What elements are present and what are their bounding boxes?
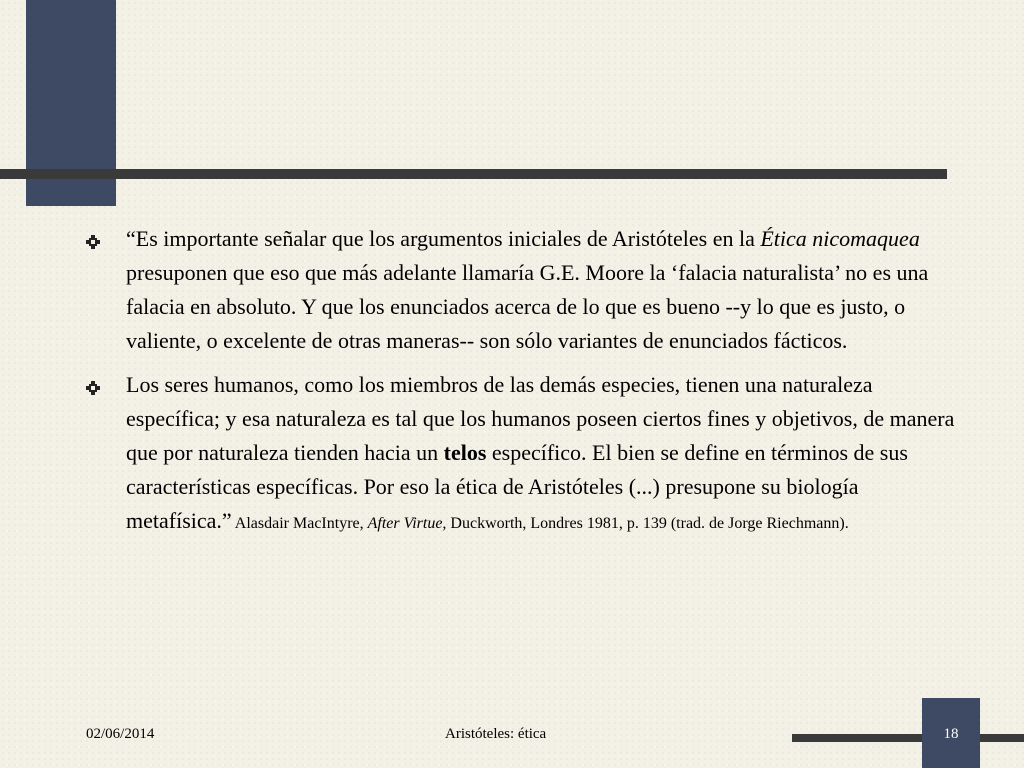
square-bullet-icon — [86, 381, 100, 395]
term-telos: telos — [443, 440, 487, 465]
bullet-2-part-1: Los seres humanos, como los miembros de las demás especies, tienen una naturaleza específica; y esa naturaleza es tal que los humanos poseen ciertos fines y objetivos, de manera que por naturaleza tienden hacia un — [126, 372, 955, 465]
page-number: 18 — [943, 726, 959, 742]
bullet-1-part-1: “Es importante señalar que los argumentos iniciales de Aristóteles en la — [126, 226, 761, 251]
page-number-block — [922, 698, 980, 768]
citation-publisher: Duckworth, Londres 1981, p. 139 (trad. de Jorge Riechmann). — [446, 515, 849, 532]
bullet-2-part-3: específico. El bien se define en términos de sus características específicas. Por eso la ética de Aristóteles (...) presupone su biología metafísica.” — [126, 440, 908, 533]
square-bullet-icon — [86, 235, 100, 249]
footer-title: Aristóteles: ética — [445, 726, 547, 742]
bullet-1-part-3: presuponen que eso que más adelante llamaría G.E. Moore la ‘falacia naturalista’ no es una falacia en absoluto. Y que los enunciados acerca de lo que es bueno --y lo que es justo, o valiente, o excelente de otras maneras-- son sólo variantes de enunciados fácticos. — [126, 260, 929, 353]
citation-book-title: After Virtue, — [367, 515, 447, 532]
footer-divider — [792, 734, 1024, 742]
slide-content — [86, 222, 956, 551]
footer-date: 02/06/2014 — [86, 726, 155, 742]
bullet-item-1 — [86, 222, 956, 358]
citation-author: Alasdair MacIntyre, — [231, 515, 368, 532]
title-divider — [0, 169, 947, 179]
bullet-text-2 — [126, 372, 954, 533]
book-title-etica-nicomaquea: Ética nicomaquea — [760, 226, 920, 251]
bullet-text-1 — [126, 226, 928, 353]
bullet-item-2 — [86, 368, 956, 541]
